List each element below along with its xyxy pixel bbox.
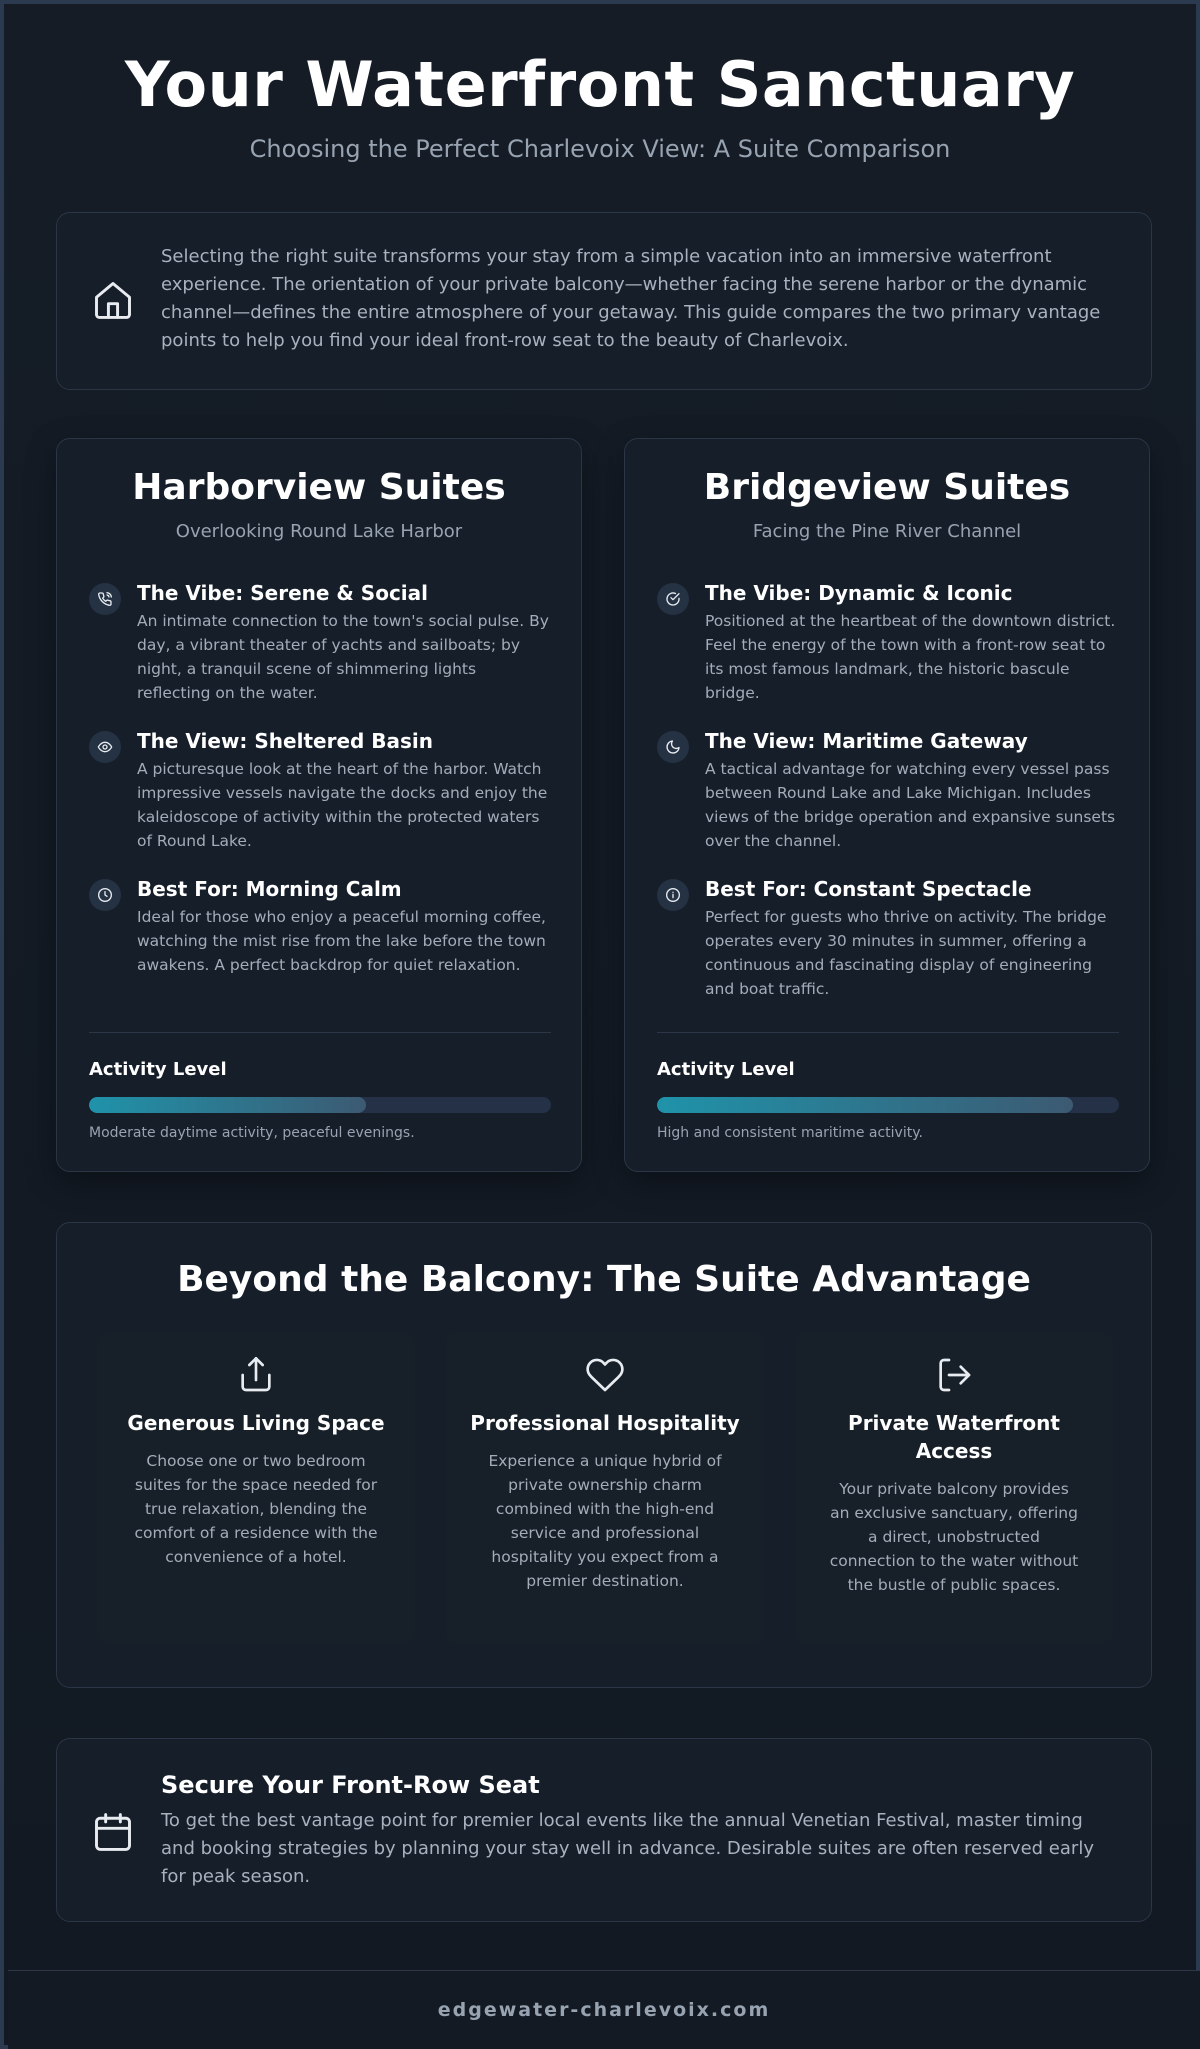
- feature-desc: A tactical advantage for watching every vessel pass between Round Lake and Lake Michigan. Includes views of the bridge operation and expansive sunsets over the channel.: [705, 760, 1116, 850]
- cta-card: [56, 1738, 1152, 1922]
- advantages-card: [56, 1222, 1152, 1688]
- activity-label: Activity Level: [89, 1059, 227, 1080]
- feature-desc: Positioned at the heartbeat of the downtown district. Feel the energy of the town with a front-row seat to its most famous landmark, the historic bascule bridge.: [705, 612, 1116, 702]
- feature-title: The Vibe: Serene & Social: [137, 581, 429, 605]
- suite-title: Bridgeview Suites: [703, 467, 1071, 508]
- feature-desc: An intimate connection to the town's social pulse. By day, a vibrant theater of yachts and sailboats; by night, a tranquil scene of shimmering lights reflecting on the water.: [137, 612, 549, 702]
- clock-icon: [89, 879, 121, 911]
- heart-icon: [585, 1355, 625, 1395]
- feature-title: The Vibe: Dynamic & Iconic: [705, 581, 1013, 605]
- feature-desc: A picturesque look at the heart of the harbor. Watch impressive vessels navigate the docks and enjoy the kaleidoscope of activity within the protected waters of Round Lake.: [137, 760, 548, 850]
- activity-bar: [89, 1097, 551, 1113]
- advantage-item: [795, 1333, 1113, 1643]
- suite-card-bridgeview: [624, 438, 1150, 1172]
- advantage-desc: Your private balcony provides an exclusive sanctuary, offering a direct, unobstructed connection to the water without the bustle of public spaces.: [829, 1480, 1079, 1594]
- feature-desc: Ideal for those who enjoy a peaceful morning coffee, watching the mist rise from the lake before the town awakens. A perfect backdrop for quiet relaxation.: [137, 908, 546, 974]
- footer-domain: edgewater-charlevoix.com: [8, 1970, 1200, 2049]
- calendar-icon: [91, 1809, 135, 1855]
- feature-title: The View: Sheltered Basin: [137, 729, 434, 753]
- advantage-desc: Experience a unique hybrid of private ownership charm combined with the high-end service and professional hospitality you expect from a premier destination.: [488, 1452, 722, 1590]
- share-icon: [236, 1355, 276, 1395]
- info-icon: [657, 879, 689, 911]
- suite-subtitle: Overlooking Round Lake Harbor: [175, 521, 463, 542]
- activity-label: Activity Level: [657, 1059, 795, 1080]
- cta-desc: To get the best vantage point for premier local events like the annual Venetian Festival, master timing and booking strategies by planning your stay well in advance. Desirable suites are often reserved early for peak season.: [161, 1810, 1094, 1887]
- advantage-item: [97, 1333, 415, 1643]
- page-header: [4, 4, 1196, 163]
- home-icon: [91, 277, 135, 323]
- divider: [89, 1032, 551, 1033]
- intro-text: Selecting the right suite transforms your stay from a simple vacation into an immersive waterfront experience. The orientation of your private balcony—whether facing the serene harbor or the dynamic channel—defines the entire atmosphere of your getaway. This guide compares the two primary vantage points to help you find your ideal front-row seat to the beauty of Charlevoix.: [161, 246, 1101, 351]
- check-circle-icon: [657, 583, 689, 615]
- log-out-icon: [934, 1355, 974, 1395]
- divider: [657, 1032, 1119, 1033]
- activity-note: High and consistent maritime activity.: [657, 1125, 923, 1141]
- activity-bar-fill: [89, 1097, 366, 1113]
- advantage-title: Private Waterfront Access: [848, 1411, 1060, 1463]
- page-subtitle: Choosing the Perfect Charlevoix View: A Suite Comparison: [249, 135, 951, 163]
- phone-icon: [89, 583, 121, 615]
- activity-bar-fill: [657, 1097, 1073, 1113]
- section-title: Beyond the Balcony: The Suite Advantage: [177, 1259, 1031, 1300]
- page-title: Your Waterfront Sanctuary: [124, 48, 1076, 121]
- activity-note: Moderate daytime activity, peaceful evenings.: [89, 1125, 415, 1141]
- cta-title: Secure Your Front-Row Seat: [161, 1771, 540, 1799]
- eye-icon: [89, 731, 121, 763]
- suite-title: Harborview Suites: [132, 467, 506, 508]
- advantage-title: Professional Hospitality: [470, 1411, 740, 1435]
- advantage-title: Generous Living Space: [127, 1411, 385, 1435]
- intro-card: [56, 212, 1152, 390]
- moon-icon: [657, 731, 689, 763]
- suite-subtitle: Facing the Pine River Channel: [752, 521, 1022, 542]
- feature-title: Best For: Constant Spectacle: [705, 877, 1032, 901]
- suite-card-harborview: [56, 438, 582, 1172]
- advantage-desc: Choose one or two bedroom suites for the space needed for true relaxation, blending the comfort of a residence with the convenience of a hotel.: [134, 1452, 378, 1566]
- feature-desc: Perfect for guests who thrive on activity. The bridge operates every 30 minutes in summer, offering a continuous and fascinating display of engineering and boat traffic.: [705, 908, 1107, 998]
- activity-bar: [657, 1097, 1119, 1113]
- advantage-item: [446, 1333, 764, 1643]
- feature-title: Best For: Morning Calm: [137, 877, 402, 901]
- feature-title: The View: Maritime Gateway: [705, 729, 1028, 753]
